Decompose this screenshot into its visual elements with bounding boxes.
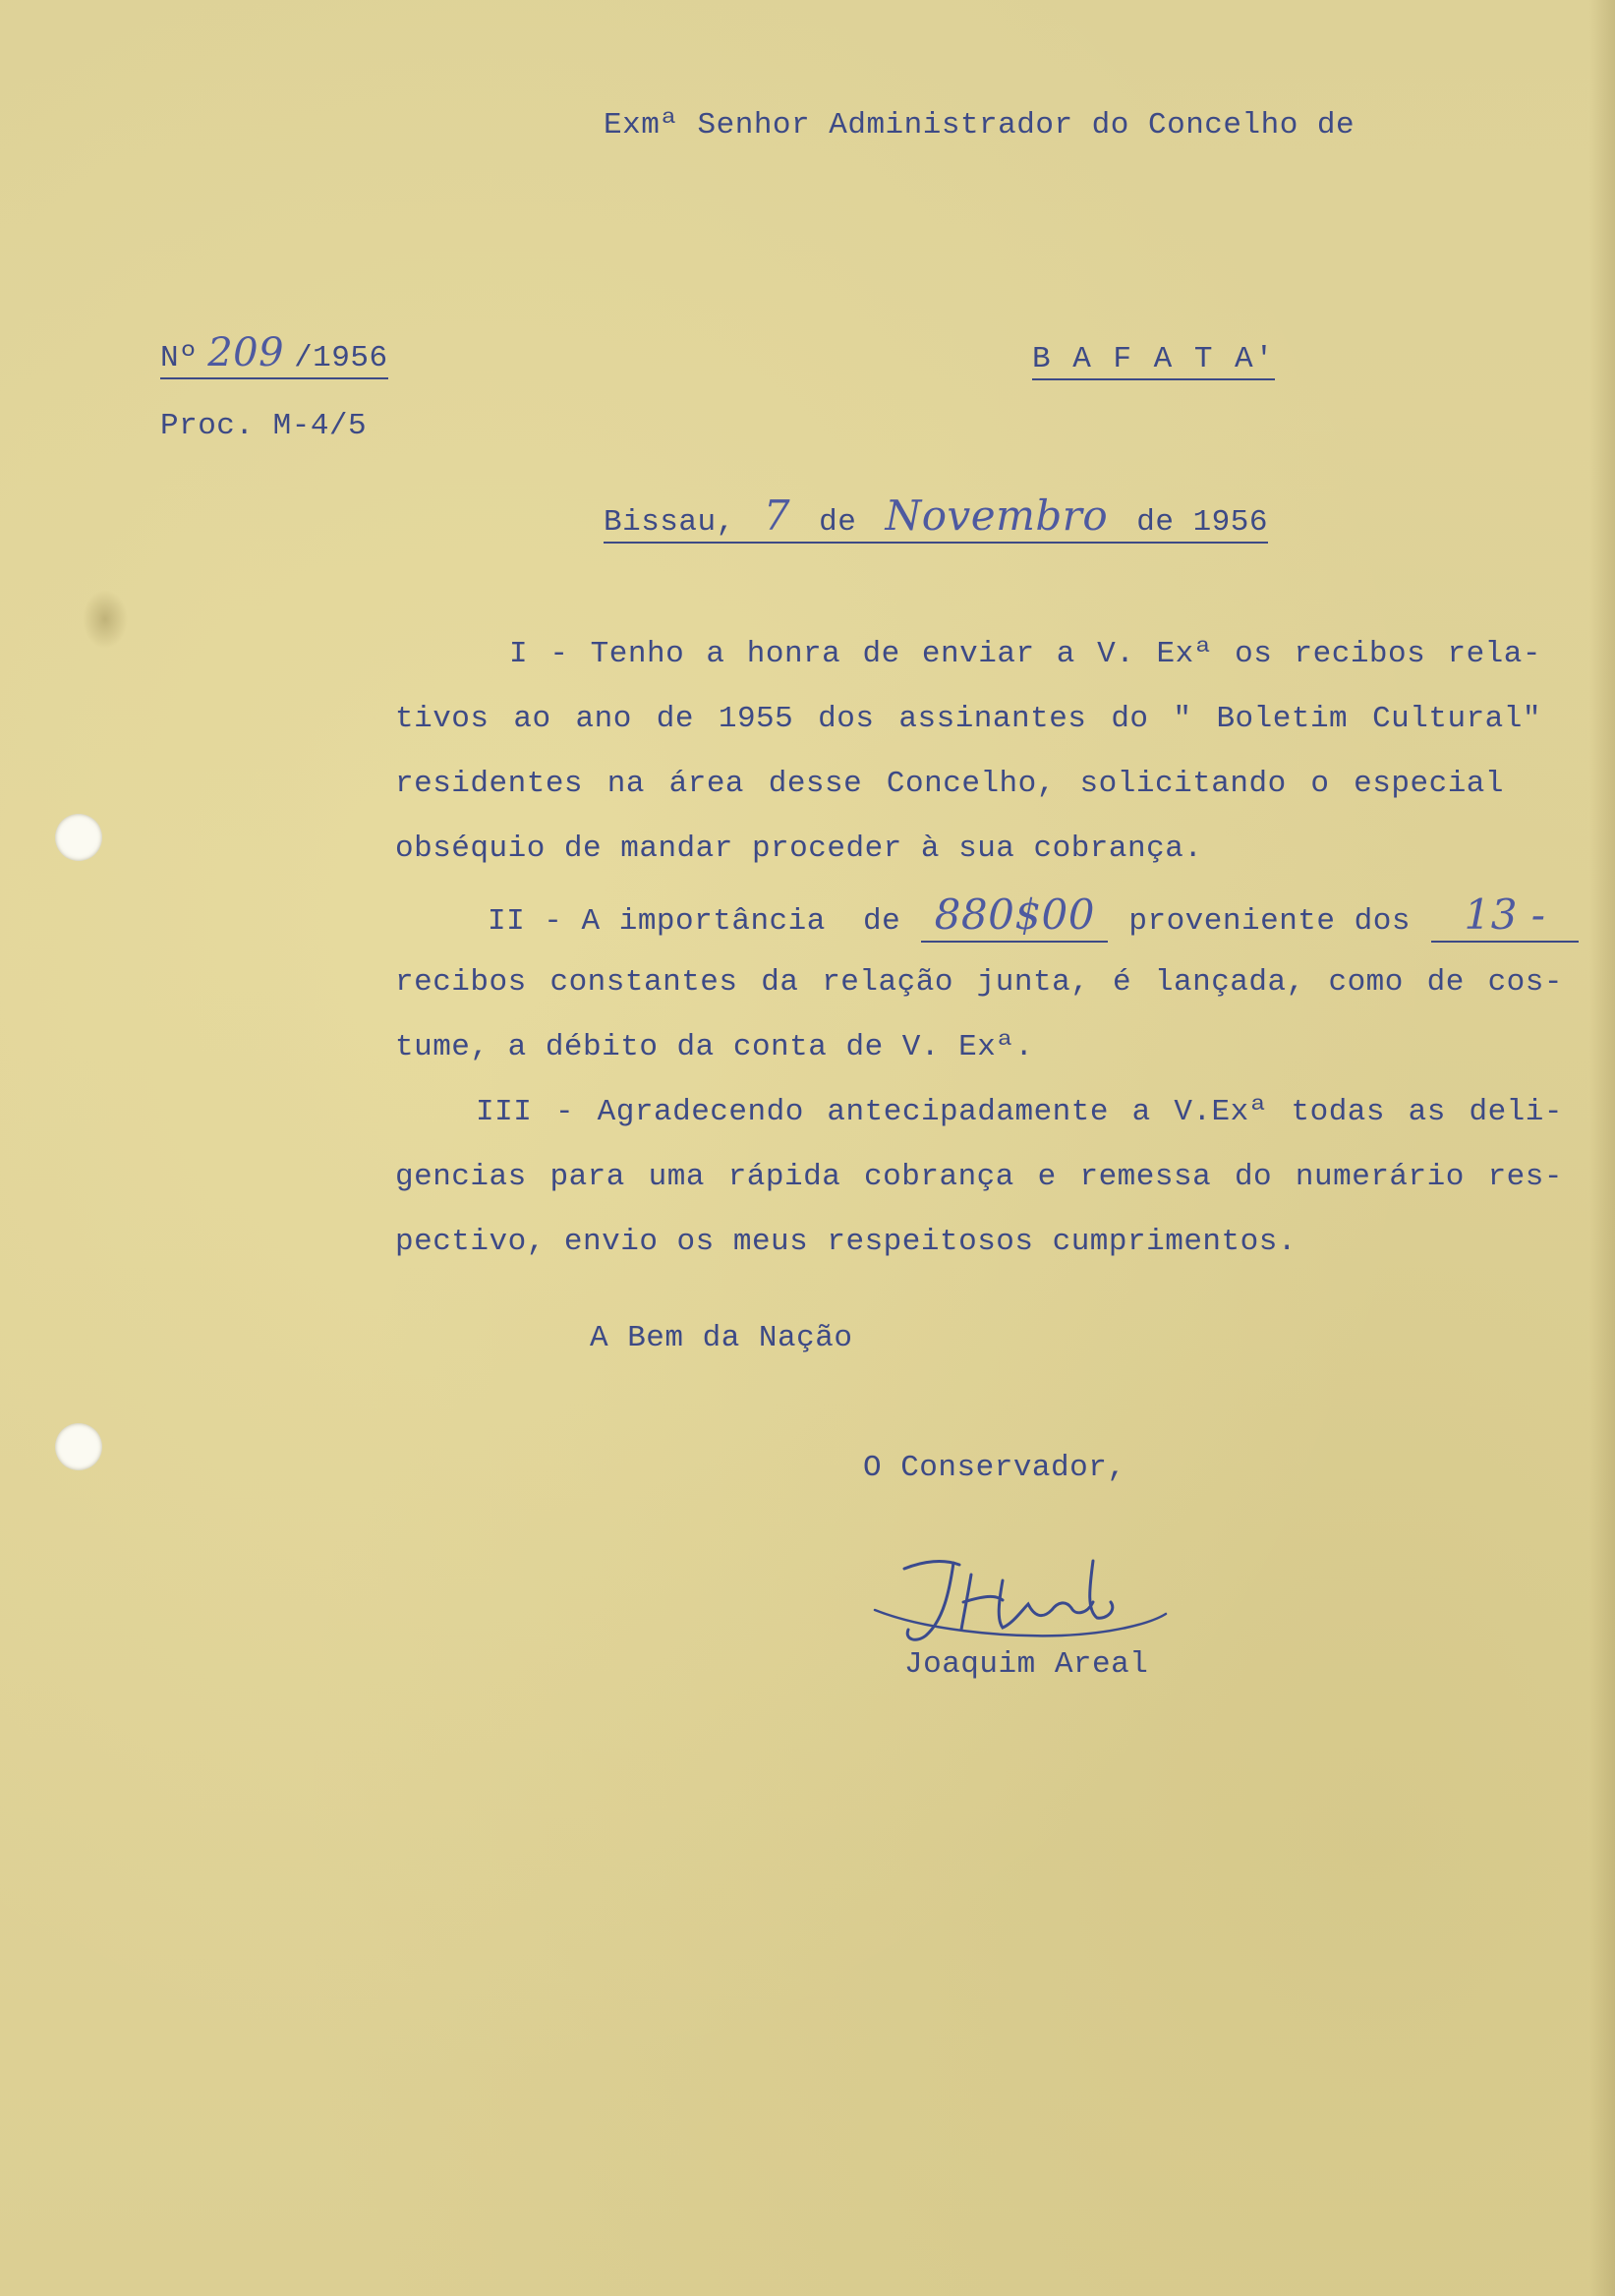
number-handwritten: 209	[207, 330, 285, 375]
page-edge-shadow	[1589, 0, 1615, 2296]
closing-title: O Conservador,	[863, 1451, 1126, 1485]
process-reference: Proc. M-4/5	[160, 409, 368, 443]
p2-count: 13 -	[1431, 890, 1579, 943]
number-prefix: Nº	[160, 341, 199, 375]
signature-name: Joaquim Areal	[904, 1647, 1149, 1682]
punch-hole-bottom	[55, 1423, 102, 1470]
handwritten-signature	[865, 1541, 1180, 1649]
date-line	[604, 491, 1268, 544]
body-p1-line3: residentes na área desse Concelho, solicitando o especial	[395, 767, 1504, 801]
paper-stain	[83, 590, 128, 649]
body-p3-line1: III - Agradecendo antecipadamente a V.Exª todas as deli-	[476, 1095, 1563, 1129]
date-year: de 1956	[1136, 505, 1268, 540]
p2-text-b: proveniente dos	[1128, 904, 1411, 939]
body-p3-line2: gencias para uma rápida cobrança e remessa do numerário res-	[395, 1160, 1563, 1194]
destination-town: B A F A T A'	[1032, 342, 1275, 380]
body-p1-line4: obséquio de mandar proceder à sua cobrança.	[395, 832, 1203, 866]
punch-hole-top	[55, 814, 102, 861]
closing-salutation: A Bem da Nação	[590, 1321, 853, 1355]
reference-number	[160, 330, 388, 379]
p2-text-a: II - A importância de	[488, 904, 901, 939]
body-p2-line3: tume, a débito da conta de V. Exª.	[395, 1030, 1034, 1064]
body-p2-line2: recibos constantes da relação junta, é lançada, como de cos-	[395, 965, 1563, 1000]
p2-amount: 880$00	[921, 890, 1108, 943]
date-day: 7	[763, 491, 791, 540]
body-p1-line1: I - Tenho a honra de enviar a V. Exª os recibos rela-	[509, 637, 1541, 671]
body-p3-line3: pectivo, envio os meus respeitosos cumprimentos.	[395, 1225, 1297, 1259]
date-place: Bissau,	[604, 505, 735, 540]
body-p2-line1	[488, 890, 1579, 943]
date-month: Novembro	[885, 491, 1109, 540]
date-de: de	[819, 505, 857, 540]
addressee-line: Exmª Senhor Administrador do Concelho de	[604, 108, 1355, 143]
body-p1-line2: tivos ao ano de 1955 dos assinantes do " Boletim Cultural"	[395, 702, 1541, 736]
number-year: /1956	[294, 341, 388, 375]
